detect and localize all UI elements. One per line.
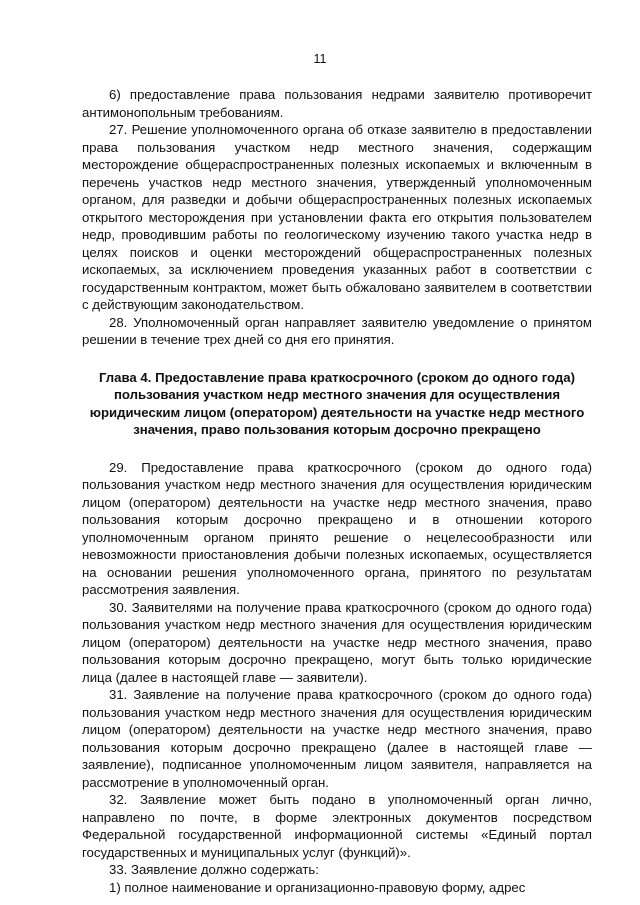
paragraph-33: 33. Заявление должно содержать: [109,862,319,877]
paragraph-30: 30. Заявителями на получение права краткосрочного (сроком до одного года) пользования участком недр местного значения для осуществления юридическим лицом (оператором) деятельности на участке недр местного значения, право пользования которым досрочно прекращено, могут быть только юридические лица (далее в настоящей главе — заявители). [82,599,592,685]
chapter-4-heading: Глава 4. Предоставление права краткосрочного (сроком до одного года) пользования участком недр местного значения для осуществления юридическим лицом (оператором) деятельности на участке недр местного значения, право пользования которым досрочно прекращено [89,369,585,437]
page-number: 11 [313,52,327,66]
paragraph-31: 31. Заявление на получение права краткосрочного (сроком до одного года) пользования участком недр местного значения для осуществления юридическим лицом (оператором) деятельности на участке недр местного значения, право пользования которым досрочно прекращено (далее в настоящей главе — заявление), подписанное уполномоченным лицом заявителя, направляется на рассмотрение в уполномоченный орган. [82,687,592,790]
paragraph-item-6: 6) предоставление права пользования недрами заявителю противоречит антимонопольным требованиям. [82,87,592,120]
paragraph-33-item-1: 1) полное наименование и организационно-правовую форму, адрес [109,879,526,895]
paragraph-29: 29. Предоставление права краткосрочного (сроком до одного года) пользования участком недр местного значения для осуществления юридическим лицом (оператором) деятельности на участке недр местного значения, право пользования которым досрочно прекращено и в отношении которого уполномоченным органом принято решение о нецелесообразности или невозможности приостановления добычи полезных ископаемых, осуществляется на основании решения уполномоченного органа, принятого по результатам рассмотрения заявления. [82,459,592,597]
paragraph-32: 32. Заявление может быть подано в уполномоченный орган лично, направлено по почте, в форме электронных документов посредством Федеральной государственной информационной системы «Единый портал государственных и муниципальных услуг (функций)». [82,792,592,860]
paragraph-28: 28. Уполномоченный орган направляет заявителю уведомление о принятом решении в течение трех дней со дня его принятия. [82,314,592,347]
document-body [82,86,592,896]
paragraph-27: 27. Решение уполномоченного органа об отказе заявителю в предоставлении права пользования участком недр местного значения, содержащим месторождение общераспространенных полезных ископаемых и включенным в перечень участков недр местного значения, утвержденный уполномоченным органом, для разведки и добычи общераспространенных полезных ископаемых открытого месторождения при установлении факта его открытия пользователем недр, проводившим работы по геологическому изучению такого участка недр в целях поисков и оценки месторождений общераспространенных полезных ископаемых, за исключением проведения указанных работ в соответствии с государственным контрактом, может быть обжаловано заявителем в соответствии с действующим законодательством. [82,122,592,312]
